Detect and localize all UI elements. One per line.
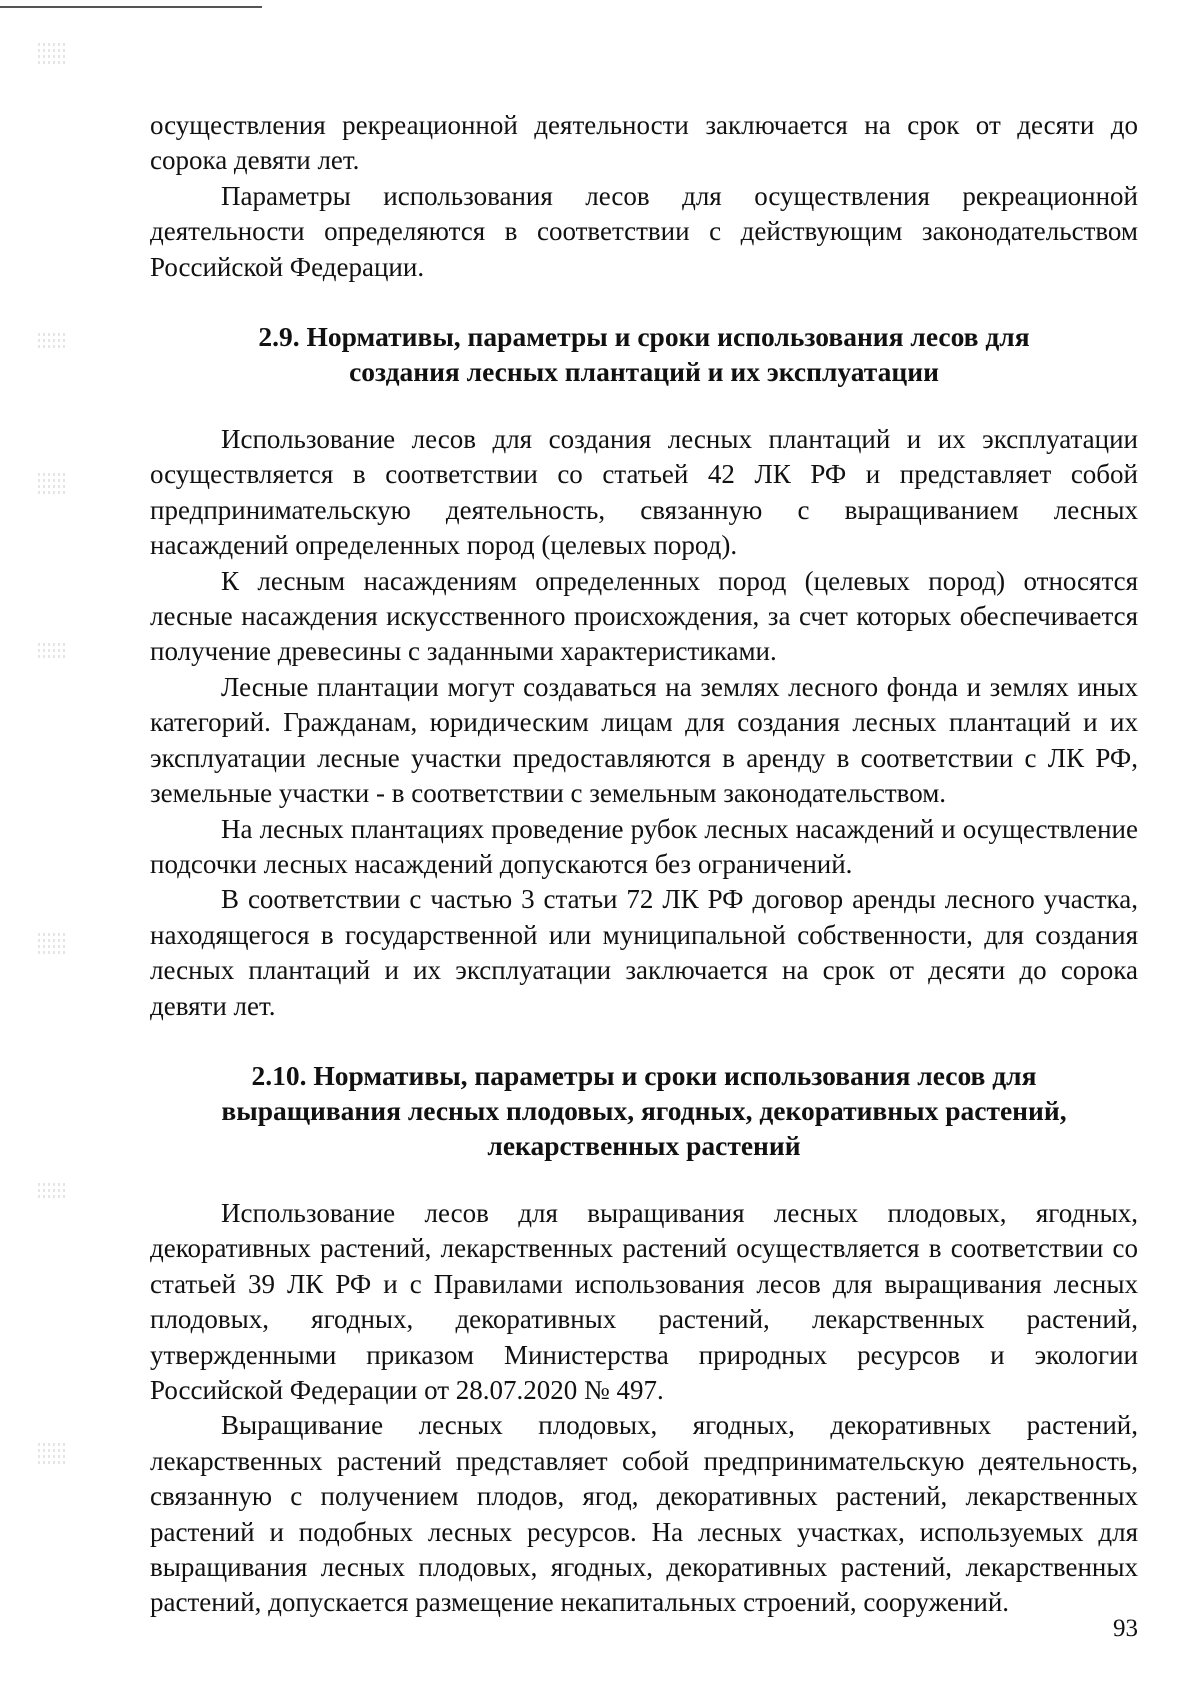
section-heading-2-10 <box>150 1058 1138 1163</box>
paragraph: В соответствии с частью 3 статьи 72 ЛК РФ договор аренды лесного участка, находящегося в государственной или муниципальной собственности, для создания лесных плантаций и их эксплуатации заключается на срок от десяти до сорока девяти лет. <box>150 884 1138 1021</box>
heading-line: создания лесных плантаций и их эксплуатации <box>349 356 939 388</box>
scan-artifact <box>38 40 68 67</box>
page-number: 93 <box>1113 1615 1138 1642</box>
paragraph: К лесным насаждениям определенных пород (целевых пород) относятся лесные насаждения искусственного происхождения, за счет которых обеспечивается получение древесины с заданными характеристиками. <box>150 565 1138 667</box>
scan-artifact <box>38 1180 68 1201</box>
heading-line: лекарственных растений <box>487 1129 801 1161</box>
heading-line: 2.10. Нормативы, параметры и сроки использования лесов для <box>251 1059 1037 1091</box>
scan-artifact <box>38 640 68 661</box>
section-heading-2-9 <box>150 319 1138 389</box>
paragraph: Лесные плантации могут создаваться на землях лесного фонда и землях иных категорий. Гражданам, юридическим лицам для создания лесных плантаций и их эксплуатации лесные участки предоставляются в аренду в соответствии с ЛК РФ, земельные участки - в соответствии с земельным законодательством. <box>150 671 1138 809</box>
heading-line: 2.9. Нормативы, параметры и сроки использования лесов для <box>258 321 1030 353</box>
paragraph: Параметры использования лесов для осуществления рекреационной деятельности определяются в соответствии с действующим законодательством Российской Федерации. <box>150 180 1138 282</box>
paragraph: Выращивание лесных плодовых, ягодных, декоративных растений, лекарственных растений представляет собой предпринимательскую деятельность, связанную с получением плодов, ягод, декоративных растений, лекарственных растений и подобных лесных ресурсов. На лесных участках, используемых для выращивания лесных плодовых, ягодных, декоративных растений, лекарственных растений, допускается размещение некапитальных строений, сооружений. <box>150 1410 1138 1618</box>
scan-artifact <box>38 330 68 351</box>
paragraph: Использование лесов для создания лесных плантаций и их эксплуатации осуществляется в соответствии со статьей 42 ЛК РФ и представляет собой предпринимательскую деятельность, связанную с выращиванием лесных насаждений определенных пород (целевых пород). <box>150 424 1138 561</box>
scan-top-rule <box>0 6 262 8</box>
scan-artifact <box>38 470 68 497</box>
heading-line: выращивания лесных плодовых, ягодных, декоративных растений, <box>221 1094 1067 1126</box>
paragraph: На лесных плантациях проведение рубок лесных насаждений и осуществление подсочки лесных насаждений допускаются без ограничений. <box>150 813 1138 879</box>
document-page <box>150 108 1138 1621</box>
scan-artifact <box>38 1440 68 1467</box>
paragraph: Использование лесов для выращивания лесных плодовых, ягодных, декоративных растений, лекарственных растений осуществляется в соответствии со статьей 39 ЛК РФ и с Правилами использования лесов для выращивания лесных плодовых, ягодных, декоративных растений, лекарственных растений, утвержденными приказом Министерства природных ресурсов и экологии Российской Федерации от 28.07.2020 № 497. <box>150 1197 1138 1405</box>
paragraph: осуществления рекреационной деятельности заключается на срок от десяти до сорока девяти лет. <box>150 110 1138 176</box>
scan-artifact <box>38 930 68 957</box>
